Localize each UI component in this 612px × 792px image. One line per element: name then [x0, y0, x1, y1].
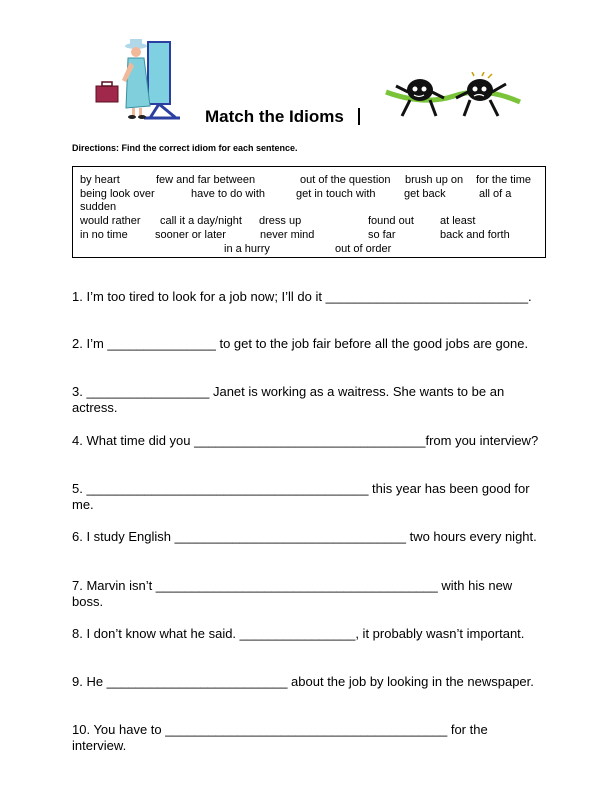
runners-finish-line-clipart	[384, 72, 524, 124]
question-1: 1. I’m too tired to look for a job now; I’ll do it ____________________________.	[72, 289, 532, 304]
question-5: 5. _______________________________________ this year has been good for me.	[72, 481, 530, 512]
word-bank-item: few and far between	[156, 174, 256, 186]
word-bank-item: all of a	[479, 188, 512, 200]
question-4: 4. What time did you ________________________________from you interview?	[72, 433, 539, 448]
word-bank-item: at least	[440, 215, 476, 227]
question-9: 9. He _________________________ about the job by looking in the newspaper.	[72, 674, 534, 689]
question-7: 7. Marvin isn’t _______________________________________ with his new boss.	[72, 578, 513, 609]
directions-text: Directions: Find the correct idiom for each sentence.	[72, 143, 298, 153]
word-bank-item: in no time	[80, 229, 128, 241]
word-bank-item: found out	[368, 215, 414, 227]
word-bank-item: have to do with	[191, 188, 265, 200]
question-2: 2. I’m _______________ to get to the job fair before all the good jobs are gone.	[72, 336, 529, 351]
word-bank-item: out of the question	[300, 174, 391, 186]
question-10: 10. You have to _______________________________________ for the interview.	[72, 722, 488, 753]
word-bank-item: sudden	[80, 201, 117, 213]
word-bank-item: being look over	[80, 188, 155, 200]
word-bank-item: out of order	[335, 243, 392, 255]
question-6: 6. I study English ________________________________ two hours every night.	[72, 529, 537, 544]
word-bank-item: so far	[368, 229, 396, 241]
word-bank-item: get back	[404, 188, 446, 200]
word-bank-item: would rather	[80, 215, 141, 227]
word-bank-item: get in touch with	[296, 188, 376, 200]
question-3: 3. _________________ Janet is working as a waitress. She wants to be an actress.	[72, 384, 505, 415]
word-bank-item: by heart	[80, 174, 120, 186]
idiom-word-bank	[72, 166, 546, 258]
word-bank-item: brush up on	[405, 174, 464, 186]
word-bank-item: back and forth	[440, 229, 510, 241]
page-title: Match the Idioms	[205, 107, 344, 126]
word-bank-item: in a hurry	[224, 243, 270, 255]
word-bank-item: dress up	[259, 215, 302, 227]
word-bank-item: sooner or later	[155, 229, 226, 241]
word-bank-item: call it a day/night	[160, 215, 242, 227]
word-bank-item: for the time	[476, 174, 532, 186]
question-8: 8. I don’t know what he said. ________________, it probably wasn’t important.	[72, 626, 525, 641]
woman-mirror-clipart	[92, 36, 184, 122]
word-bank-item: never mind	[260, 229, 315, 241]
text-cursor	[358, 108, 360, 125]
